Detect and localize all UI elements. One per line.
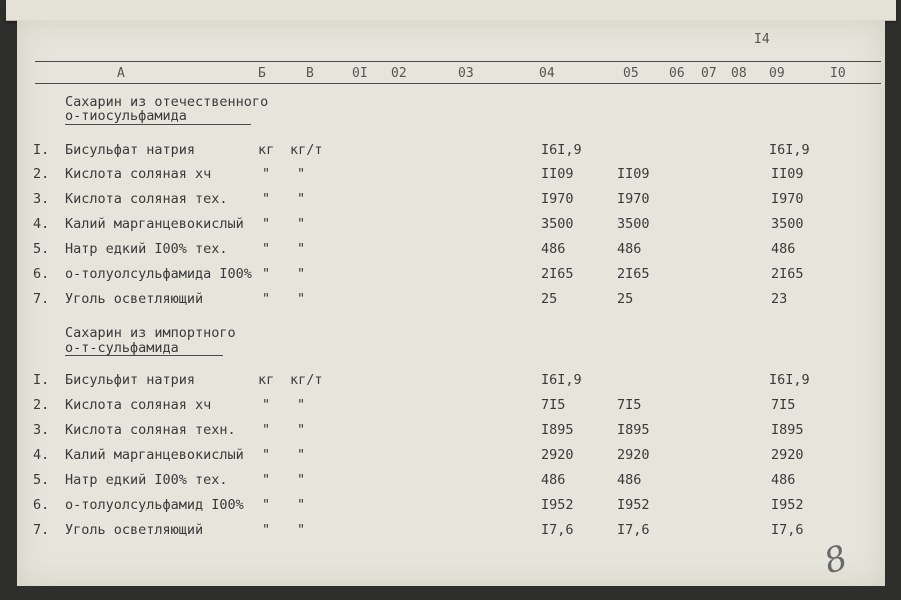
unit: " <box>262 497 271 513</box>
value-col-04: 2920 <box>541 447 574 463</box>
col-header-09: 09 <box>769 66 785 81</box>
norm-unit: " <box>297 447 306 463</box>
unit: " <box>262 241 271 257</box>
row-number: 6. <box>33 266 50 282</box>
material-name: Бисульфит натрия <box>65 372 196 388</box>
section-2-title-underline <box>65 355 223 356</box>
row-number: 5. <box>33 472 50 488</box>
norm-unit: кг/т <box>290 142 323 158</box>
value-col-04: 2I65 <box>541 266 574 282</box>
material-name: Кислота соляная техн. <box>65 422 236 438</box>
value-col-05: II09 <box>617 166 650 182</box>
row-number: 6. <box>33 497 50 513</box>
norm-unit: " <box>297 191 306 207</box>
value-col-04: 486 <box>541 241 566 257</box>
value-col-05: 7I5 <box>617 397 642 413</box>
material-name: Бисульфат натрия <box>65 142 196 158</box>
row-number: 2. <box>33 166 50 182</box>
norm-unit: " <box>297 216 306 232</box>
unit: кг <box>258 142 275 158</box>
value-col-05: 2920 <box>617 447 650 463</box>
value-col-09: I6I,9 <box>769 372 810 388</box>
norm-unit: " <box>297 241 306 257</box>
unit: " <box>262 447 271 463</box>
unit: " <box>262 397 271 413</box>
value-col-09: I895 <box>771 422 804 438</box>
col-header-03: 03 <box>458 66 474 81</box>
material-name: о-толуолсульфамид I00% <box>65 497 244 513</box>
value-col-04: 3500 <box>541 216 574 232</box>
page-number: I4 <box>754 32 770 47</box>
norm-unit: " <box>297 422 306 438</box>
value-col-04: I7,6 <box>541 522 574 538</box>
value-col-04: I6I,9 <box>541 372 582 388</box>
value-col-05: I970 <box>617 191 650 207</box>
value-col-04: I6I,9 <box>541 142 582 158</box>
row-number: 7. <box>33 522 50 538</box>
material-name: Натр едкий I00% тех. <box>65 472 228 488</box>
section-1-title-underline <box>65 124 251 125</box>
material-name: Натр едкий I00% тех. <box>65 241 228 257</box>
material-name: Уголь осветляющий <box>65 522 204 538</box>
row-number: I. <box>33 142 50 158</box>
handwritten-mark: 8 <box>819 537 853 583</box>
unit: " <box>262 472 271 488</box>
row-number: 2. <box>33 397 50 413</box>
unit: кг <box>258 372 275 388</box>
material-name: Уголь осветляющий <box>65 291 204 307</box>
row-number: I. <box>33 372 50 388</box>
material-name: Кислота соляная тех. <box>65 191 228 207</box>
unit: " <box>262 191 271 207</box>
norm-unit: кг/т <box>290 372 323 388</box>
norm-unit: " <box>297 266 306 282</box>
section-2-title-line1: Сахарин из импортного <box>65 325 236 341</box>
unit: " <box>262 266 271 282</box>
value-col-05: 486 <box>617 241 642 257</box>
value-col-09: 7I5 <box>771 397 796 413</box>
header-rule-top <box>35 61 881 62</box>
unit: " <box>262 291 271 307</box>
col-header-04: 04 <box>539 66 555 81</box>
value-col-09: 2920 <box>771 447 804 463</box>
value-col-09: I952 <box>771 497 804 513</box>
row-number: 3. <box>33 191 50 207</box>
row-number: 5. <box>33 241 50 257</box>
header-rule-bottom <box>35 83 881 84</box>
material-name: Кислота соляная хч <box>65 397 212 413</box>
value-col-09: II09 <box>771 166 804 182</box>
col-header-02: 02 <box>391 66 407 81</box>
value-col-05: 3500 <box>617 216 650 232</box>
col-header-08: 08 <box>731 66 747 81</box>
material-name: Кислота соляная хч <box>65 166 212 182</box>
unit: " <box>262 216 271 232</box>
value-col-04: I952 <box>541 497 574 513</box>
section-1-title-line1: Сахарин из отечественного <box>65 94 269 110</box>
value-col-04: I895 <box>541 422 574 438</box>
value-col-09: I970 <box>771 191 804 207</box>
col-header-06: 06 <box>669 66 685 81</box>
norm-unit: " <box>297 291 306 307</box>
value-col-09: 486 <box>771 472 796 488</box>
col-header-b: Б <box>258 66 266 81</box>
material-name: Калий марганцевокислый <box>65 216 244 232</box>
value-col-04: I970 <box>541 191 574 207</box>
value-col-04: 25 <box>541 291 558 307</box>
row-number: 7. <box>33 291 50 307</box>
value-col-05: 25 <box>617 291 634 307</box>
value-col-05: 2I65 <box>617 266 650 282</box>
value-col-05: 486 <box>617 472 642 488</box>
row-number: 3. <box>33 422 50 438</box>
value-col-05: I895 <box>617 422 650 438</box>
unit: " <box>262 522 271 538</box>
norm-unit: " <box>297 497 306 513</box>
value-col-09: 2I65 <box>771 266 804 282</box>
value-col-09: I6I,9 <box>769 142 810 158</box>
row-number: 4. <box>33 216 50 232</box>
col-header-07: 07 <box>701 66 717 81</box>
material-name: Калий марганцевокислый <box>65 447 244 463</box>
value-col-09: I7,6 <box>771 522 804 538</box>
norm-unit: " <box>297 397 306 413</box>
unit: " <box>262 166 271 182</box>
unit: " <box>262 422 271 438</box>
norm-unit: " <box>297 472 306 488</box>
material-name: о-толуолсульфамида I00% <box>65 266 252 282</box>
document-page <box>17 20 885 586</box>
value-col-04: II09 <box>541 166 574 182</box>
norm-unit: " <box>297 522 306 538</box>
value-col-09: 23 <box>771 291 788 307</box>
previous-page-edge <box>6 0 896 21</box>
col-header-01: 0I <box>352 66 368 81</box>
section-1-title-line2: о-тиосульфамида <box>65 108 187 124</box>
section-2-title-line2: о-т-сульфамида <box>65 340 179 356</box>
row-number: 4. <box>33 447 50 463</box>
col-header-v: В <box>306 66 314 81</box>
norm-unit: " <box>297 166 306 182</box>
value-col-04: 486 <box>541 472 566 488</box>
col-header-05: 05 <box>623 66 639 81</box>
value-col-04: 7I5 <box>541 397 566 413</box>
value-col-09: 3500 <box>771 216 804 232</box>
col-header-a: А <box>117 66 125 81</box>
value-col-05: I7,6 <box>617 522 650 538</box>
value-col-05: I952 <box>617 497 650 513</box>
col-header-10: I0 <box>830 66 846 81</box>
value-col-09: 486 <box>771 241 796 257</box>
